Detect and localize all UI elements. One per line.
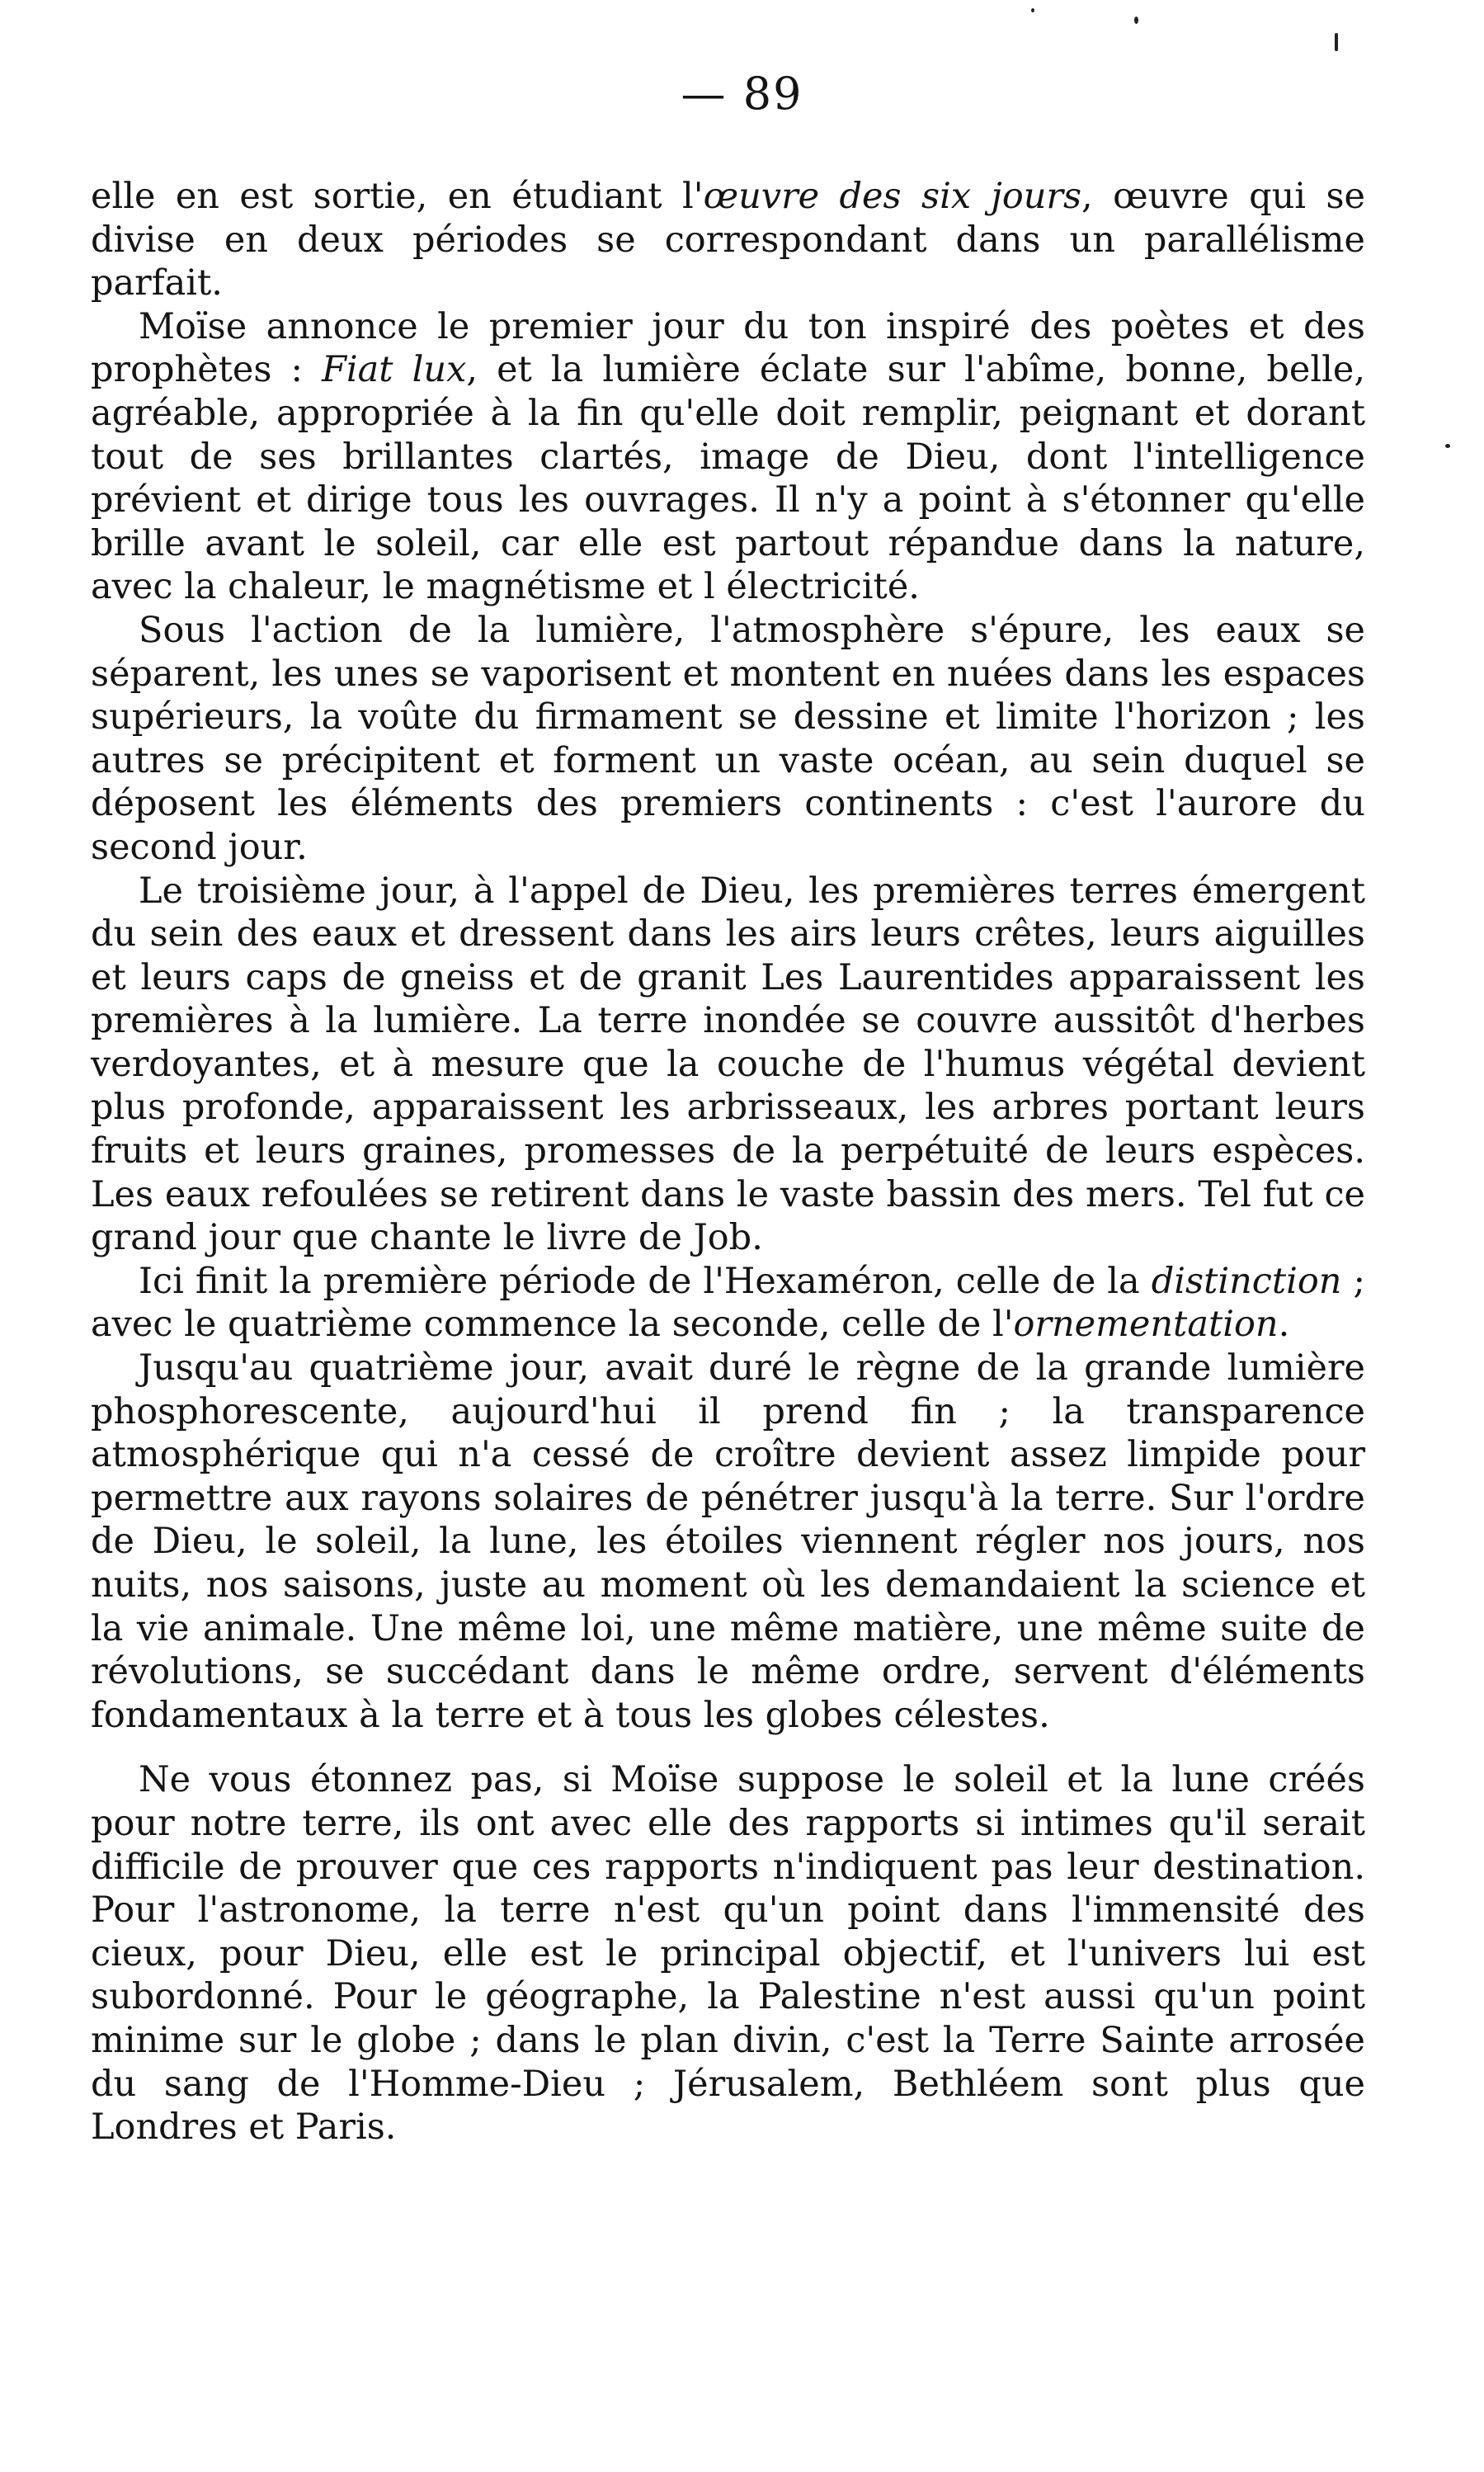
paragraph-p2 xyxy=(91,305,1365,609)
text-run: Ici finit la première période de l'Hexaméron, celle de la xyxy=(139,1260,1152,1302)
italic-text: œuvre des six jours xyxy=(703,176,1082,217)
text-run: Le troisième jour, à l'appel de Dieu, les premières terres émergent du sein des eaux et dressent dans les airs leurs crêtes, leurs aiguilles et leurs caps de gneiss et de granit Les Laurentides apparaissent les premières à la lumière. La terre inondée se couvre aussitôt d'herbes verdoyantes, et à mesure que la couche de l'humus végétal devient plus profonde, apparaissent les arbrisseaux, les arbres portant leurs fruits et leurs graines, promesses de la perpétuité de leurs espèces. Les eaux refoulées se retirent dans le vaste bassin des mers. Tel fut ce grand jour que chante le livre de Job. xyxy=(91,870,1365,1259)
paragraph-p6 xyxy=(91,1347,1365,1737)
text-run: . xyxy=(1278,1304,1290,1346)
ink-speck xyxy=(1031,8,1034,12)
paragraph-p5 xyxy=(91,1260,1365,1347)
text-run: ; avec le quatrième commence la seconde, celle de l' xyxy=(91,1260,1366,1346)
page-number: — 89 xyxy=(681,68,803,120)
italic-text: Fiat lux xyxy=(322,349,467,391)
text-run: , œuvre qui se divise en deux périodes se correspondant dans un parallélisme parfait. xyxy=(91,176,1365,304)
body-text xyxy=(91,175,1365,2149)
text-run: Moïse annonce le premier jour du ton inspiré des poètes et des prophètes : xyxy=(91,305,1365,391)
ink-speck xyxy=(1445,444,1450,448)
text-run: Jusqu'au quatrième jour, avait duré le règne de la grande lumière phosphorescente, aujourd'hui il prend fin ; la transparence atmosphérique qui n'a cessé de croître devient assez limpide pour permettre aux rayons solaires de pénétrer jusqu'à la terre. Sur l'ordre de Dieu, le soleil, la lune, les étoiles viennent régler nos jours, nos nuits, nos saisons, juste au moment où les demandaient la science et la vie animale. Une même loi, une même matière, une même suite de révolutions, se succédant dans le même ordre, servent d'éléments fondamentaux à la terre et à tous les globes célestes. xyxy=(91,1347,1365,1736)
text-run: Ne vous étonnez pas, si Moïse suppose le soleil et la lune créés pour notre terre, ils ont avec elle des rapports si intimes qu'il serait difficile de prouver que ces rapports n'indiquent pas leur destination. Pour l'astronome, la terre n'est qu'un point dans l'immensité des cieux, pour Dieu, elle est le principal objectif, et l'univers lui est subordonné. Pour le géographe, la Palestine n'est aussi qu'un point minime sur le globe ; dans le plan divin, c'est la Terre Sainte arrosée du sang de l'Homme-Dieu ; Jérusalem, Bethléem sont plus que Londres et Paris. xyxy=(91,1759,1365,2149)
paragraph-p4 xyxy=(91,870,1365,1260)
paragraph-p3 xyxy=(91,609,1365,870)
italic-text: ornementation xyxy=(1013,1304,1279,1346)
ink-speck xyxy=(1134,17,1138,24)
paragraph-p7 xyxy=(91,1758,1365,2149)
italic-text: distinction xyxy=(1151,1260,1342,1302)
ink-speck xyxy=(1335,33,1338,51)
text-run: Sous l'action de la lumière, l'atmosphère s'épure, les eaux se séparent, les unes se vaporisent et montent en nuées dans les espaces supérieurs, la voûte du firmament se dessine et limite l'horizon ; les autres se précipitent et forment un vaste océan, au sein duquel se déposent les éléments des premiers continents : c'est l'aurore du second jour. xyxy=(91,609,1365,868)
paragraph-p1 xyxy=(91,175,1365,305)
text-run: , et la lumière éclate sur l'abîme, bonne, belle, agréable, appropriée à la fin qu'elle doit remplir, peignant et dorant tout de ses brillantes clartés, image de Dieu, dont l'intelligence prévient et dirige tous les ouvrages. Il n'y a point à s'étonner qu'elle brille avant le soleil, car elle est partout répandue dans la nature, avec la chaleur, le magnétisme et l électricité. xyxy=(91,349,1366,608)
text-run: elle en est sortie, en étudiant l' xyxy=(91,176,704,217)
